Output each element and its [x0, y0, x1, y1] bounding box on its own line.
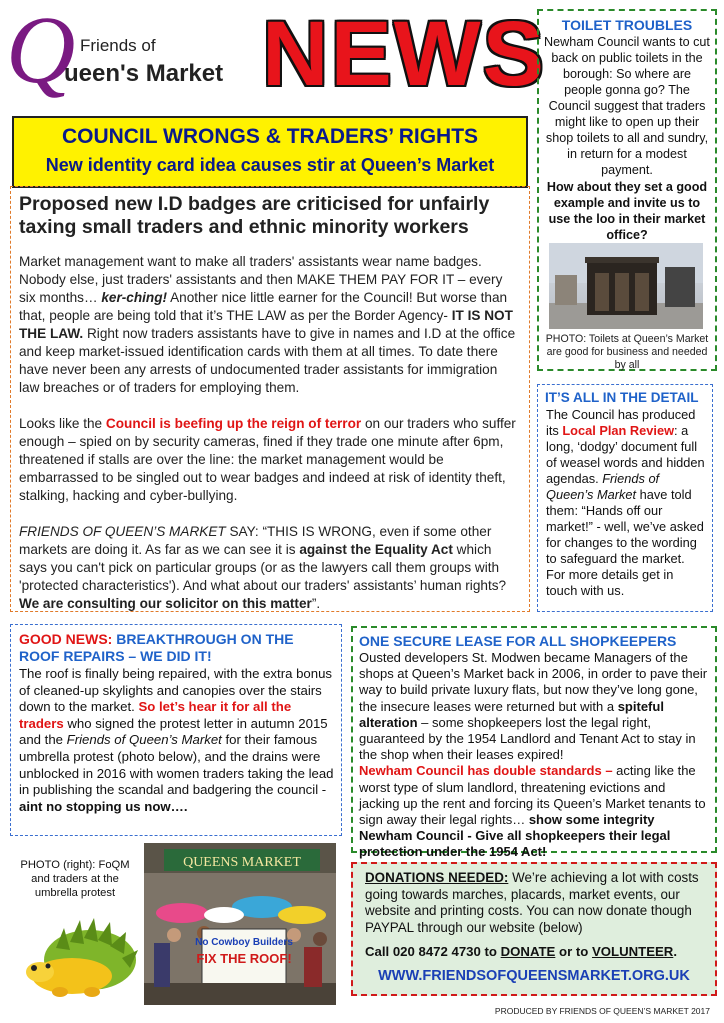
- hedgehog-mascot-icon: [26, 906, 144, 1000]
- umbrella-protest-photo: [144, 843, 336, 1005]
- lease-body: Ousted developers St. Modwen became Managers of the shops at Queen’s Market back in 2006, in order to pave their way to build private luxury flats, but now they’ve long gone, the insecure leases were returned but with a spiteful alteration – some shopkeepers lost the legal right, guaranteed by the 1954 Landlord and Tenant Act to stay in the shop when their leases expired! Newham Council has double standards – acting like the worst type of slum landlord, threatening evictions and jacking up the rent and forcing its Queen’s Market tenants to sign away their legal rights… show some integrity Newham Council - Give all shopkeepers their legal protection under the 1954 Act!: [359, 650, 708, 860]
- logo-q-letter: Q: [6, 0, 76, 103]
- donations-call: Call 020 8472 4730 to DONATE or to VOLUNTEER.: [365, 944, 677, 960]
- detail-title: IT’S ALL IN THE DETAIL: [545, 390, 699, 405]
- toilet-title: TOILET TROUBLES: [561, 17, 693, 33]
- toilet-troubles-box: [537, 9, 717, 371]
- photo-banner-text-2: FIX THE ROOF!: [196, 951, 292, 966]
- footer-credit: PRODUCED BY FRIENDS OF QUEEN’S MARKET 2017: [494, 1006, 710, 1016]
- good-news-body: The roof is finally being repaired, with the extra bonus of cleaned-up skylights and canopies over the stairs down to the market. So let’s hear it for all the traders who signed the protest letter in autumn 2015 and the Friends of Queen’s Market for their famous umbrella protest (photo below), and the drains were unblocked in 2016 with women traders taking the lead in publishing the scandal and badgering the council - aint no stopping us now….: [19, 666, 334, 814]
- logo-friends-of: Friends of: [80, 36, 156, 55]
- toilet-body: Newham Council wants to cut back on public toilets in the borough: So where are people gonna go? The Council suggest that traders might like to open up their shop toilets to all and sundry, in return for a modest payment.: [544, 35, 710, 177]
- donations-box: [351, 862, 717, 996]
- headline-subtitle: New identity card idea causes stir at Queen’s Market: [45, 155, 495, 175]
- main-paragraph-1: Market management want to make all traders' assistants wear name badges. Nobody else, just traders' assistants and then MAKE THEM PAY FOR IT – every six months… ker-ching! Another nice little earner for the Council! But worse than that, people are being told that it’s THE LAW as per the Border Agency- IT IS NOT THE LAW. Right now traders assistants have to give in names and I.D at the office and keep market-issued identification cards with them at all times. To date there have never been any arrests of undocumented trader assistants for immigration law breaches or of traders for employing them.: [19, 254, 516, 395]
- headline-title: COUNCIL WRONGS & TRADERS’ RIGHTS: [61, 125, 479, 148]
- detail-body: The Council has produced its Local Plan Review: a long, ‘dodgy’ document full of weasel words and hidden agendas. Friends of Queen’s Market have told them: “Hands off our market!” - well, we’ve asked for changes to the wording to safeguard the market. For more details get in touch with us.: [546, 407, 705, 598]
- good-news-box: [10, 624, 342, 836]
- masthead: NEWS: [262, 3, 546, 105]
- main-article: [10, 186, 530, 612]
- toilet-question: How about they set a good example and invite us to use the loo in their market office?: [546, 180, 708, 242]
- detail-box: [537, 384, 713, 612]
- website-link[interactable]: WWW.FRIENDSOFQUEENSMARKET.ORG.UK: [378, 968, 690, 985]
- lease-box: [351, 626, 717, 860]
- photo-banner-text-1: No Cowboy Builders: [195, 937, 293, 948]
- main-paragraph-2: Looks like the Council is beefing up the reign of terror on our traders who suffer enough – spied on by security cameras, fined if they trade one minute after 6pm, threatened if stalls are over the line: the market management would be embarrassed to be singled out to wear badges and indeed at risk of identity theft, stalking, hacking and cyber-bullying.: [19, 416, 516, 503]
- main-paragraph-3: FRIENDS OF QUEEN’S MARKET SAY: “THIS IS WRONG, even if some other markets are doing it. As far as we can see it is against the Equality Act which says you can't pick on particular groups (or as the lawyers call them groups with 'protected characteristics'). And what about our traders' assistants’ human rights? We are consulting our solicitor on this matter”.: [19, 524, 507, 611]
- logo: [6, 0, 256, 103]
- logo-name: ueen's Market: [64, 60, 224, 87]
- good-news-title: GOOD NEWS: BREAKTHROUGH ON THE ROOF REPAIRS – WE DID IT!: [19, 631, 294, 664]
- umbrella-photo-caption: PHOTO (right): FoQM and traders at the umbrella protest: [20, 859, 130, 899]
- toilet-photo-caption: PHOTO: Toilets at Queen’s Market are good for business and needed by all: [545, 333, 709, 371]
- photo-sign-text: QUEENS MARKET: [183, 855, 301, 870]
- donations-body: DONATIONS NEEDED: We’re achieving a lot with costs going towards marches, placards, market events, our website and printing costs. You can now donate though PAYPAL through our website (below): [365, 870, 699, 935]
- headline-box: [12, 116, 528, 188]
- lease-title: ONE SECURE LEASE FOR ALL SHOPKEEPERS: [359, 633, 677, 649]
- main-heading: Proposed new I.D badges are criticised for unfairly taxing small traders and ethnic minority workers: [19, 193, 490, 238]
- toilet-photo: [549, 243, 703, 329]
